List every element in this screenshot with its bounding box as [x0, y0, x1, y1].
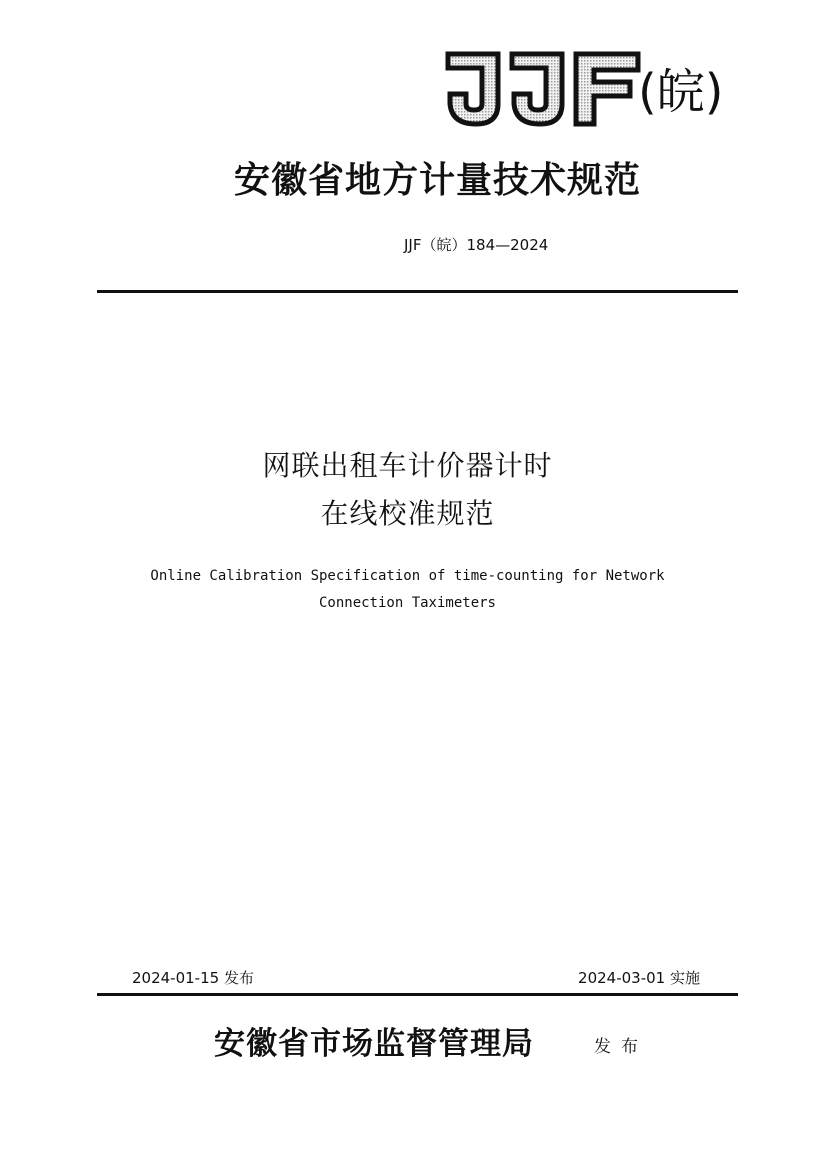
document-title-line-1: 网联出租车计价器计时 — [262, 449, 553, 482]
publisher-name: 安徽省市场监督管理局 — [214, 1026, 534, 1062]
publisher-suffix: 发布 — [594, 1037, 648, 1057]
english-title-line-2: Connection Taximeters — [318, 595, 496, 611]
top-divider — [97, 290, 738, 293]
jjf-logo — [440, 42, 760, 142]
issue-date: 2024-01-15 发布 — [132, 969, 254, 987]
bottom-divider — [97, 993, 738, 996]
logo-letter-j1 — [448, 54, 498, 124]
series-title: 安徽省地方计量技术规范 — [233, 159, 641, 201]
jjf-logo-mark — [440, 42, 646, 132]
logo-province-suffix: (皖) — [638, 64, 724, 120]
logo-letter-j2 — [512, 54, 562, 124]
document-title-line-2: 在线校准规范 — [320, 497, 495, 530]
logo-letter-f — [576, 54, 638, 124]
spec-number: JJF（皖）184—2024 — [404, 236, 549, 254]
implementation-date: 2024-03-01 实施 — [578, 969, 700, 987]
english-title-line-1: Online Calibration Specification of time-counting for Network — [150, 568, 665, 584]
